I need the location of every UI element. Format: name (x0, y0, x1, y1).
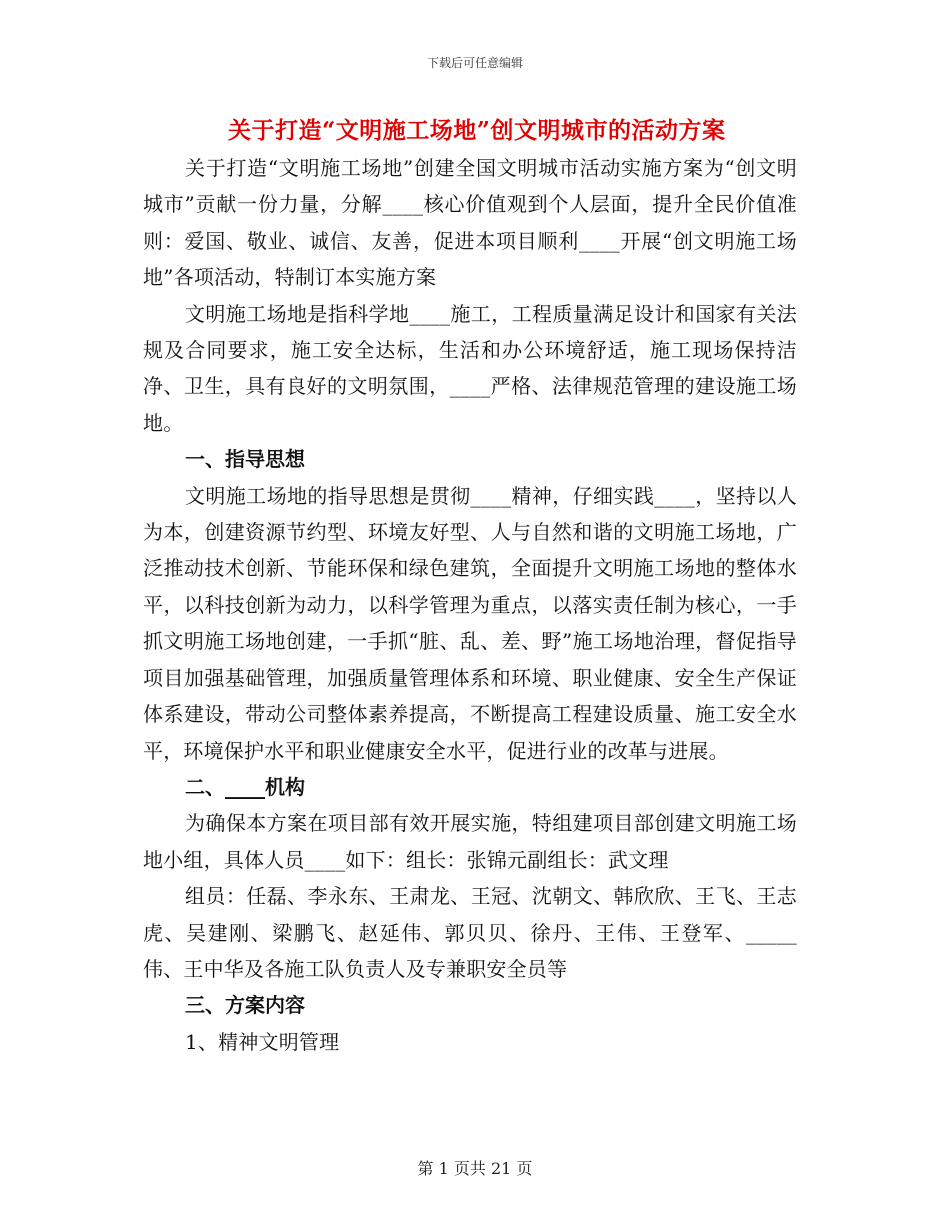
document-body (143, 150, 797, 1060)
organization-paragraph: 为确保本方案在项目部有效开展实施，特组建项目部创建文明施工场地小组，具体人员____如下：组长：张锦元副组长：武文理 (143, 811, 797, 872)
document-title: 关于打造“文明施工场地”创文明城市的活动方案 (228, 117, 726, 144)
section-heading-organization: 二、____机构 (185, 774, 305, 799)
guiding-thought-paragraph: 文明施工场地的指导思想是贯彻____精神，仔细实践____，坚持以人为本，创建资源节约型、环境友好型、人与自然和谐的文明施工场地，广泛推动技术创新、节能环保和绿色建筑，全面提升文明施工场地的整体水平，以科技创新为动力，以科学管理为重点，以落实责任制为核心，一手抓文明施工场地创建，一手抓“脏、乱、差、野”施工场地治理，督促指导项目加强基础管理，加强质量管理体系和环境、职业健康、安全生产保证体系建设，带动公司整体素养提高，不断提高工程建设质量、施工安全水平，环境保护水平和职业健康安全水平，促进行业的改革与进展。 (143, 483, 797, 763)
section-heading-guiding-thought: 一、指导思想 (185, 447, 305, 472)
page-footer: 第 1 页共 21 页 (417, 1159, 533, 1178)
header-note: 下载后可任意编辑 (426, 56, 523, 70)
members-paragraph: 组员：任磊、李永东、王肃龙、王冠、沈朝文、韩欣欣、王飞、王志虎、吴建刚、梁鹏飞、赵延伟、郭贝贝、徐丹、王伟、王登军、_____伟、王中华及各施工队负责人及专兼职安全员等 (143, 884, 797, 981)
section-heading-plan-content: 三、方案内容 (185, 993, 305, 1018)
subsection-heading-spiritual-civilization: 1、精神文明管理 (185, 1029, 340, 1054)
intro-paragraph: 关于打造“文明施工场地”创建全国文明城市活动实施方案为“创文明城市”贡献一份力量，分解____核心价值观到个人层面，提升全民价值准则：爱国、敬业、诚信、友善，促进本项目顺利____开展“创文明施工场地”各项活动，特制订本实施方案 (143, 156, 797, 290)
definition-paragraph: 文明施工场地是指科学地____施工，工程质量满足设计和国家有关法规及合同要求，施工安全达标，生活和办公环境舒适，施工现场保持洁净、卫生，具有良好的文明氛围，____严格、法律规范管理的建设施工场地。 (143, 301, 797, 435)
